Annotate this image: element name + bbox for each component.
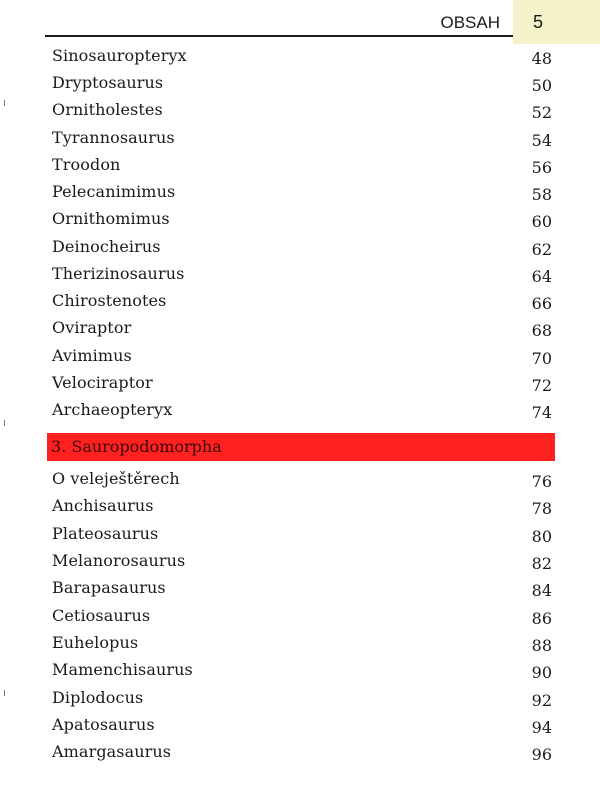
section-header-bar <box>47 433 555 461</box>
toc-entry-label: Velociraptor <box>52 373 153 392</box>
scan-mark <box>4 690 5 696</box>
toc-entry-page: 60 <box>531 212 552 231</box>
toc-entry <box>0 318 600 344</box>
toc-entry <box>0 400 600 426</box>
toc-entry-label: Amargasaurus <box>52 742 172 761</box>
header-rule <box>45 35 515 37</box>
toc-entry-page: 76 <box>531 472 552 491</box>
toc-entry-page: 82 <box>531 554 552 573</box>
page-number-box <box>513 0 600 44</box>
toc-entry <box>0 660 600 686</box>
toc-entry-label: Sinosauropteryx <box>52 46 187 65</box>
toc-entry <box>0 73 600 99</box>
toc-entry <box>0 155 600 181</box>
toc-entry-label: Avimimus <box>52 346 132 365</box>
toc-entry-page: 66 <box>531 294 552 313</box>
toc-entry <box>0 606 600 632</box>
toc-entry-label: Deinocheirus <box>52 237 161 256</box>
toc-entry-page: 64 <box>531 267 552 286</box>
toc-entry-label: Apatosaurus <box>52 715 155 734</box>
scan-mark <box>4 420 5 426</box>
toc-entry <box>0 715 600 741</box>
toc-entry-label: Pelecanimimus <box>52 182 176 201</box>
toc-entry-page: 78 <box>531 499 552 518</box>
toc-entry-label: Anchisaurus <box>52 496 154 515</box>
toc-entry-page: 58 <box>531 185 552 204</box>
toc-entry-label: Oviraptor <box>52 318 132 337</box>
toc-entry <box>0 469 600 495</box>
toc-entry <box>0 100 600 126</box>
toc-entry <box>0 346 600 372</box>
toc-entry-page: 68 <box>531 321 552 340</box>
toc-entry <box>0 291 600 317</box>
toc-entry-label: Tyrannosaurus <box>52 128 175 147</box>
toc-entry-page: 86 <box>531 609 552 628</box>
toc-entry <box>0 264 600 290</box>
toc-entry-label: Troodon <box>52 155 121 174</box>
toc-entry-page: 54 <box>531 131 552 150</box>
toc-entry-label: Chirostenotes <box>52 291 167 310</box>
toc-entry-label: Archaeopteryx <box>52 400 173 419</box>
toc-entry-label: Ornithomimus <box>52 209 170 228</box>
toc-entry-page: 72 <box>531 376 552 395</box>
toc-entry-page: 62 <box>531 240 552 259</box>
scan-mark <box>4 100 5 106</box>
toc-entry-page: 50 <box>531 76 552 95</box>
toc-entry-label: O veleještěrech <box>52 469 180 488</box>
toc-entry-page: 94 <box>531 718 552 737</box>
toc-entry-page: 92 <box>531 691 552 710</box>
toc-entry-page: 56 <box>531 158 552 177</box>
toc-entry <box>0 551 600 577</box>
toc-entry <box>0 237 600 263</box>
toc-entry-label: Ornitholestes <box>52 100 163 119</box>
toc-entry <box>0 128 600 154</box>
toc-entry-label: Euhelopus <box>52 633 139 652</box>
toc-entry <box>0 46 600 72</box>
toc-entry-page: 90 <box>531 663 552 682</box>
toc-entry-page: 80 <box>531 527 552 546</box>
toc-entry <box>0 578 600 604</box>
toc-entry-page: 74 <box>531 403 552 422</box>
toc-entry-label: Dryptosaurus <box>52 73 164 92</box>
toc-entry <box>0 182 600 208</box>
toc-entry <box>0 209 600 235</box>
toc-entry-page: 70 <box>531 349 552 368</box>
toc-entry-label: Cetiosaurus <box>52 606 151 625</box>
toc-entry-page: 52 <box>531 103 552 122</box>
toc-entry-label: Mamenchisaurus <box>52 660 193 679</box>
toc-entry <box>0 496 600 522</box>
toc-entry <box>0 373 600 399</box>
toc-entry-page: 96 <box>531 745 552 764</box>
toc-entry-page: 48 <box>531 49 552 68</box>
toc-entry <box>0 524 600 550</box>
toc-entry-label: Barapasaurus <box>52 578 166 597</box>
toc-entry-page: 84 <box>531 581 552 600</box>
toc-entry-label: Therizinosaurus <box>52 264 185 283</box>
toc-entry-page: 88 <box>531 636 552 655</box>
section-title: 3. Sauropodomorpha <box>51 437 222 456</box>
toc-entry <box>0 742 600 768</box>
page-number: 5 <box>533 12 544 32</box>
toc-entry-label: Plateosaurus <box>52 524 159 543</box>
toc-entry-label: Melanorosaurus <box>52 551 186 570</box>
toc-entry <box>0 688 600 714</box>
toc-entry <box>0 633 600 659</box>
header-title: OBSAH <box>440 13 500 32</box>
toc-entry-label: Diplodocus <box>52 688 144 707</box>
